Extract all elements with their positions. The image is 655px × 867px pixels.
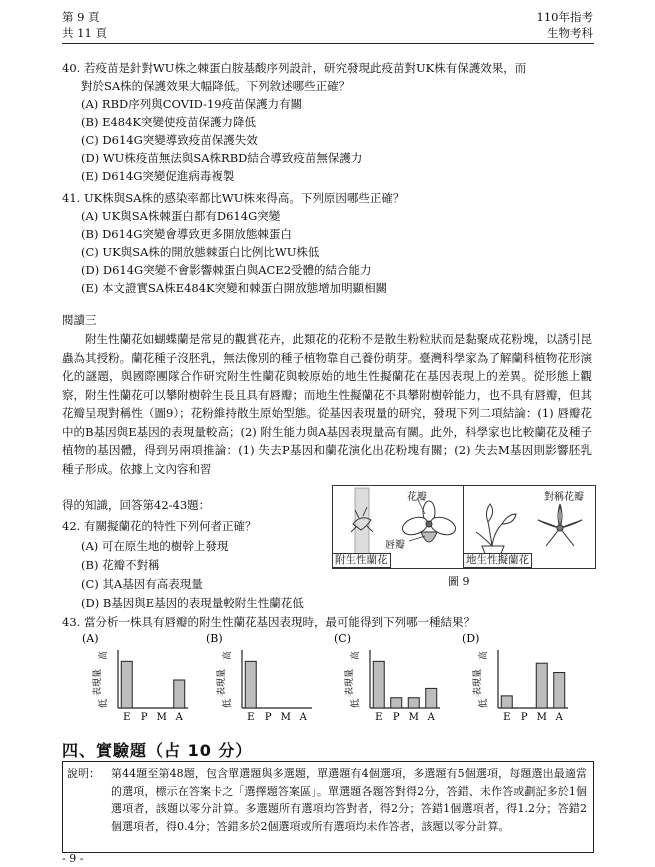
- instructions-label: 說明：: [67, 767, 100, 780]
- bar-A: [554, 673, 565, 708]
- chart-a: [82, 632, 192, 727]
- q42-stem: 42. 有關擬蘭花的特性下列何者正確？: [62, 519, 257, 533]
- q42-option-d: (D) B基因與E基因的表現量較附生性蘭花低: [81, 596, 304, 610]
- q41-option-d: (D) D614G突變不會影響棘蛋白與ACE2受體的結合能力: [81, 263, 372, 277]
- footer-page: - 9 -: [62, 852, 84, 865]
- bar-M: [536, 663, 547, 708]
- x-tick-E: E: [247, 712, 255, 723]
- bar-E: [245, 661, 256, 708]
- y-axis-label: 表現量: [345, 668, 355, 696]
- reading-paragraph: [62, 330, 592, 478]
- x-tick-P: P: [140, 712, 148, 723]
- x-tick-P: P: [520, 712, 528, 723]
- x-tick-A: A: [299, 712, 307, 723]
- x-tick-P: P: [392, 712, 400, 723]
- q40-option-d: (D) WU株疫苗無法與SA株RBD結合導致疫苗無保護力: [81, 151, 363, 165]
- x-tick-A: A: [555, 712, 563, 723]
- chart-label: (A): [82, 632, 99, 645]
- label-symmetric-petal: 對稱花瓣: [544, 492, 584, 503]
- x-tick-M: M: [280, 712, 291, 723]
- bar-E: [501, 696, 512, 708]
- y-high-label: 高: [351, 650, 361, 660]
- x-tick-A: A: [427, 712, 435, 723]
- reading-paragraph-text: 附生性蘭花如蝴蝶蘭是常見的觀賞花卉，此類花的花粉不是散生粉粒狀而是黏聚成花粉塊，以誘引昆蟲為其授粉。蘭花種子沒胚乳，無法像別的種子植物靠自己養份萌芽。臺灣科學家為了解蘭科植物花形演化的謎題，與國際團隊合作研究附生性蘭花與較原始的地生性擬蘭花在基因表現上的差異。從形態上觀察，附生性蘭花可以攀附樹幹生長且具有唇瓣；而地生性擬蘭花不具攀附樹幹能力，也不具有唇瓣，但其花瓣呈現對稱性（圖9）；花粉維持散生原始型態。從基因表現量的研究，發現下列二項結論：(1) 唇瓣花中的B基因與E基因的表現量較高；(2) 附生能力與A基因表現量高有關。此外，科學家也比較蘭花及種子植物的基因體，得到另兩項推論：(1) 失去P基因和蘭花演化出花粉塊有關；(2) 失去M基因則影響胚乳種子形成。依據上文內容和習: [62, 332, 592, 476]
- exam-name: 110年指考: [536, 10, 593, 24]
- y-axis-label: 表現量: [217, 668, 227, 696]
- bar-M: [408, 698, 419, 708]
- section-title: 四、實驗題（占 10 分）: [62, 741, 253, 760]
- x-tick-E: E: [375, 712, 383, 723]
- caption-epiphytic: 附生性蘭花: [332, 553, 391, 568]
- q42-option-a: (A) 可在原生地的樹幹上發現: [81, 539, 229, 553]
- chart-label: (B): [206, 632, 223, 645]
- y-low-label: 低: [351, 698, 361, 708]
- instructions-box: [62, 761, 594, 853]
- header-rule: [62, 43, 594, 44]
- x-tick-P: P: [264, 712, 272, 723]
- x-tick-M: M: [156, 712, 167, 723]
- q41-option-c: (C) UK與SA株的開放態棘蛋白比例比WU株低: [81, 245, 320, 259]
- terrestrial-orchid-panel: [464, 486, 595, 568]
- q41-option-b: (B) D614G突變會導致更多開放態棘蛋白: [81, 227, 292, 241]
- q40-stem-2: 對於SA株的保護效果大幅降低。下列敘述哪些正確？: [81, 79, 351, 93]
- q40-option-e: (E) D614G突變促進病毒複製: [81, 169, 235, 183]
- q40-option-a: (A) RBD序列與COVID-19疫苗保護力有關: [81, 97, 303, 111]
- chart-a-svg: [82, 632, 192, 727]
- y-high-label: 高: [99, 650, 109, 660]
- y-high-label: 高: [479, 650, 489, 660]
- chart-label: (C): [334, 632, 351, 645]
- bar-E: [373, 661, 384, 708]
- q41-option-a: (A) UK與SA株棘蛋白都有D614G突變: [81, 209, 281, 223]
- label-lip: 唇瓣: [385, 540, 405, 551]
- chart-c-svg: [334, 632, 444, 727]
- bar-E: [121, 661, 132, 708]
- page-number: 第 9 頁: [62, 10, 100, 24]
- y-low-label: 低: [99, 698, 109, 708]
- q41-option-e: (E) 本文證實SA株E484K突變和棘蛋白開放態增加明顯相關: [81, 281, 388, 295]
- q42-option-b: (B) 花瓣不對稱: [81, 558, 160, 572]
- y-high-label: 高: [223, 650, 233, 660]
- y-low-label: 低: [223, 698, 233, 708]
- y-axis-label: 表現量: [93, 668, 103, 696]
- reading-tail: 得的知識，回答第42-43題：: [62, 498, 211, 512]
- q40-option-c: (C) D614G突變導致疫苗保護失效: [81, 133, 258, 147]
- chart-d: [462, 632, 572, 727]
- chart-label: (D): [462, 632, 480, 645]
- label-petal: 花瓣: [407, 492, 427, 503]
- figure-9: [332, 485, 596, 569]
- q41-stem: 41. UK株與SA株的感染率都比WU株來得高。下列原因哪些正確？: [62, 191, 405, 205]
- bar-P: [391, 698, 402, 708]
- bar-A: [426, 688, 437, 708]
- q43-stem: 43. 當分析一株具有唇瓣的附生性蘭花基因表現時，最可能得到下列哪一種結果？: [62, 615, 475, 629]
- chart-d-svg: [462, 632, 572, 727]
- x-tick-E: E: [503, 712, 511, 723]
- q40-stem-1: 40. 若疫苗是針對WU株之棘蛋白胺基酸序列設計，研究發現此疫苗對UK株有保護效果，而: [62, 61, 527, 75]
- x-tick-E: E: [123, 712, 131, 723]
- reading-title: 閱讀三: [62, 313, 97, 327]
- x-tick-M: M: [408, 712, 419, 723]
- epiphytic-orchid-panel: [333, 486, 464, 568]
- instructions-text: 第44題至第48題，包含單選題與多選題，單選題有4個選項，多選題有5個選項，每題選出最適當的選項，標示在答案卡之「選擇題答案區」。單選題各題答對得2分，答錯、未作答或劃記多於1個選項者，該題以零分計算。多選題所有選項均答對者，得2分；答錯1個選項者，得1.2分；答錯2個選項者，得0.4分；答錯多於2個選項或所有選項均未作答者，該題以零分計算。: [111, 767, 587, 833]
- total-pages: 共 11 頁: [62, 26, 107, 40]
- q40-option-b: (B) E484K突變使疫苗保護力降低: [81, 115, 257, 129]
- x-tick-A: A: [175, 712, 183, 723]
- chart-b: [206, 632, 316, 727]
- chart-c: [334, 632, 444, 727]
- y-low-label: 低: [479, 698, 489, 708]
- figure-number: 圖 9: [448, 575, 470, 588]
- x-tick-M: M: [536, 712, 547, 723]
- subject-name: 生物考科: [547, 26, 593, 40]
- y-axis-label: 表現量: [473, 668, 483, 696]
- caption-terrestrial: 地生性擬蘭花: [463, 553, 532, 568]
- q42-option-c: (C) 其A基因有高表現量: [81, 577, 203, 591]
- chart-b-svg: [206, 632, 316, 727]
- bar-A: [174, 680, 185, 708]
